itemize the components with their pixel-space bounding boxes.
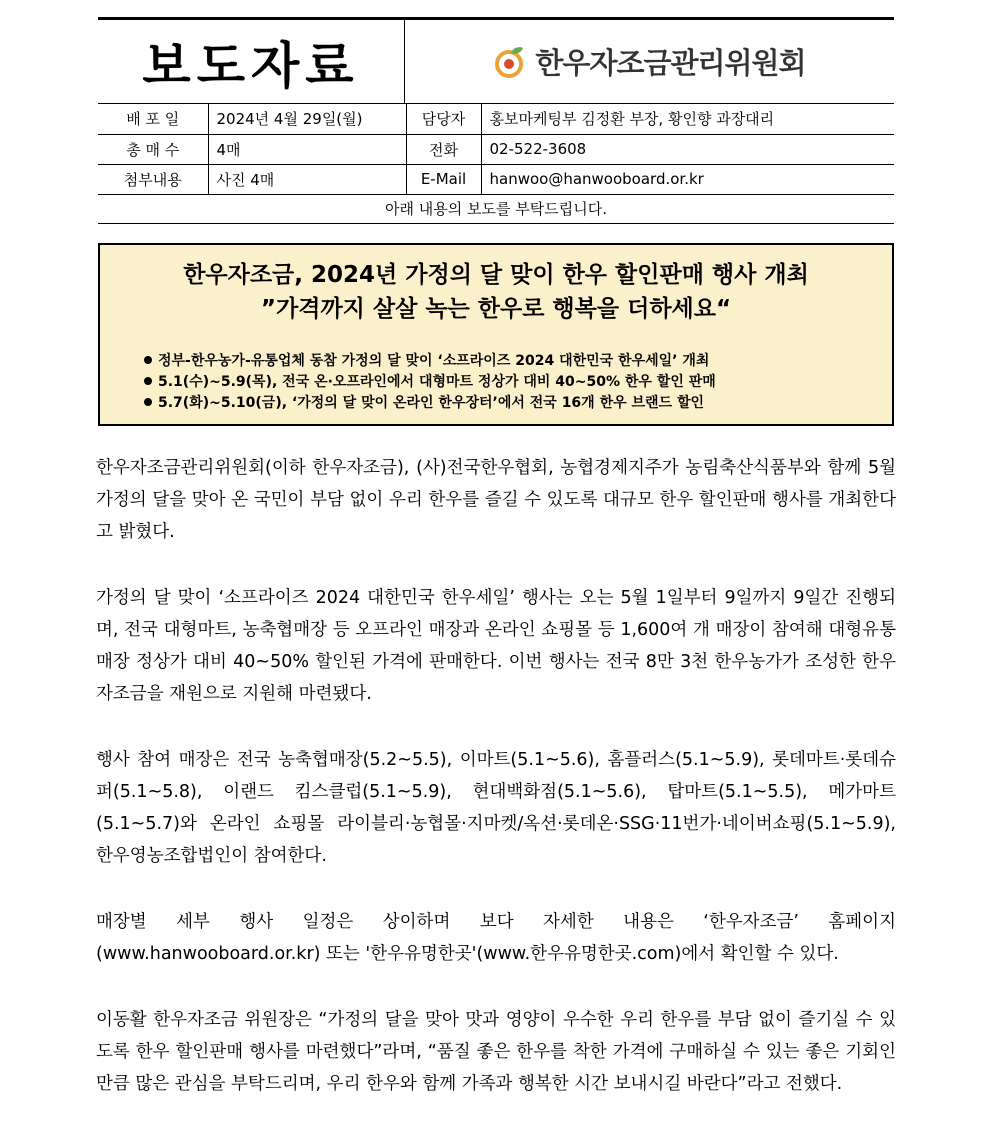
headline-line-1: 한우자조금, 2024년 가정의 달 맞이 한우 할인판매 행사 개최 <box>183 262 809 288</box>
paragraph-2: 가정의 달 맞이 ‘소프라이즈 2024 대한민국 한우세일’ 행사는 오는 5월 1일부터 9일까지 9일간 진행되며, 전국 대형마트, 농축협매장 등 오프라인 매장과 온라인 쇼핑몰 등 1,600여 개 매장이 참여해 대형유통매장 정상가 대비 40~50% 할인된 가격에 판매한다. 이번 행사는 전국 8만 3천 한우농가가 조성한 한우자조금을 재원으로 지원해 마련됐다. <box>96 588 896 704</box>
email-value[interactable]: hanwoo@hanwooboard.or.kr <box>481 164 894 194</box>
request-text: 아래 내용의 보도를 부탁드립니다. <box>98 195 894 224</box>
contact-label: 담당자 <box>406 104 481 134</box>
email-label: E-Mail <box>406 164 481 194</box>
hanwoo-logo-icon <box>493 45 527 79</box>
bullet-dot-icon <box>144 398 152 406</box>
paragraph-3: 행사 참여 매장은 전국 농축협매장(5.2~5.5), 이마트(5.1~5.6), 홈플러스(5.1~5.9), 롯데마트·롯데슈퍼(5.1~5.8), 이랜드 킴스클럽(5.1~5.9), 현대백화점(5.1~5.6), 탑마트(5.1~5.5), 메가마트(5.1~5.7)와 온라인 쇼핑몰 라이블리·농협몰·지마켓/옥션·롯데온·SSG·11번가·네이버쇼핑(5.1~5.9), 한우영농조합법인이 참여한다. <box>96 750 896 866</box>
phone-label: 전화 <box>406 134 481 164</box>
date-value: 2024년 4월 29일(월) <box>208 104 406 134</box>
title-cell <box>98 20 405 103</box>
header-top-row <box>98 17 894 104</box>
info-row-date <box>98 104 894 134</box>
date-label: 배 포 일 <box>98 104 208 134</box>
logo-text: 한우자조금관리위원회 <box>535 46 806 80</box>
bullet-dot-icon <box>144 377 152 385</box>
logo <box>405 20 894 103</box>
headline-line-2: ”가격까지 살살 녹는 한우로 행복을 더하세요“ <box>260 296 732 322</box>
pages-value: 4매 <box>208 134 406 164</box>
bullet-item: 5.7(화)~5.10(금), ‘가정의 달 맞이 온라인 한우장터’에서 전국 16개 한우 브랜드 할인 <box>144 393 892 414</box>
summary-bullets <box>144 351 892 414</box>
attachment-value: 사진 4매 <box>208 164 406 194</box>
paragraph-1: 한우자조금관리위원회(이하 한우자조금), (사)전국한우협회, 농협경제지주가 농림축산식품부와 함께 5월 가정의 달을 맞아 온 국민이 부담 없이 우리 한우를 즐길 수 있도록 대규모 한우 할인판매 행사를 개최한다고 밝혔다. <box>96 458 896 542</box>
contact-value: 홍보마케팅부 김정환 부장, 황인향 과장대리 <box>481 104 894 134</box>
info-table <box>98 104 894 195</box>
info-row-attachment <box>98 164 894 194</box>
headline <box>100 258 892 326</box>
article-body <box>96 452 896 1134</box>
bullet-item: 정부-한우농가-유통업체 동참 가정의 달 맞이 ‘소프라이즈 2024 대한민국 한우세일’ 개최 <box>144 351 892 372</box>
attachment-label: 첨부내용 <box>98 164 208 194</box>
paragraph-5: 이동활 한우자조금 위원장은 “가정의 달을 맞아 맛과 영양이 우수한 우리 한우를 부담 없이 즐기실 수 있도록 한우 할인판매 행사를 마련했다”라며, “품질 좋은 한우를 착한 가격에 구매하실 수 있는 좋은 기회인 만큼 많은 관심을 부탁드리며, 우리 한우와 함께 가족과 행복한 시간 보내시길 바란다”라고 전했다. <box>96 1010 896 1094</box>
summary-box <box>98 243 894 426</box>
pages-label: 총 매 수 <box>98 134 208 164</box>
press-header <box>98 17 894 224</box>
paragraph-4: 매장별 세부 행사 일정은 상이하며 보다 자세한 내용은 ‘한우자조금’ 홈페이지(www.hanwooboard.or.kr) 또는 '한우유명한곳'(www.한우유명한곳.com)에서 확인할 수 있다. <box>96 912 896 964</box>
bullet-dot-icon <box>144 356 152 364</box>
page-title: 보도자료 <box>142 36 360 95</box>
info-row-pages <box>98 134 894 164</box>
phone-value: 02-522-3608 <box>481 134 894 164</box>
bullet-item: 5.1(수)~5.9(목), 전국 온·오프라인에서 대형마트 정상가 대비 40~50% 한우 할인 판매 <box>144 372 892 393</box>
